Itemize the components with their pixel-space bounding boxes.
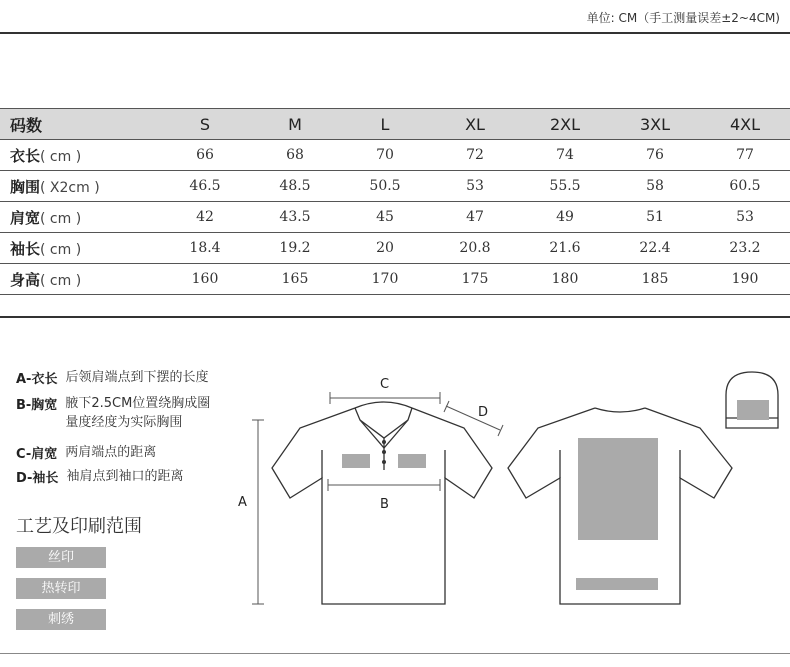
- button-dot: [382, 440, 386, 444]
- table-cell: 175: [430, 264, 520, 295]
- row-label-cell: [0, 202, 160, 233]
- table-cell: 21.6: [520, 233, 610, 264]
- bottom-divider: [0, 653, 790, 654]
- button-dot: [382, 460, 386, 464]
- table-cell: 43.5: [250, 202, 340, 233]
- top-divider: [0, 32, 790, 34]
- table-cell: 22.4: [610, 233, 700, 264]
- measure-label-c: C: [380, 377, 390, 392]
- table-cell: 185: [610, 264, 700, 295]
- table-cell: 60.5: [700, 171, 790, 202]
- size-header: 2XL: [520, 109, 610, 140]
- table-cell: 180: [520, 264, 610, 295]
- row-label: 胸围: [10, 177, 41, 196]
- table-cell: 70: [340, 140, 430, 171]
- print-area-back-hem: [576, 578, 658, 590]
- row-label: 袖长: [10, 239, 41, 258]
- craft-silkscreen-button[interactable]: 丝印: [16, 547, 106, 568]
- table-cell: 55.5: [520, 171, 610, 202]
- table-cell: 47: [430, 202, 520, 233]
- table-cell: 49: [520, 202, 610, 233]
- table-cell: 74: [520, 140, 610, 171]
- size-header: L: [340, 109, 430, 140]
- print-area-back: [578, 438, 658, 540]
- row-unit: ( cm ): [40, 241, 82, 258]
- table-cell: 53: [430, 171, 520, 202]
- size-chart-table: [0, 108, 790, 295]
- table-cell: 45: [340, 202, 430, 233]
- legend-desc-line: 腋下2.5CM位置绕胸成圈: [65, 396, 211, 411]
- craft-title: 工艺及印刷范围: [16, 516, 142, 537]
- legend-key: D-袖长: [16, 471, 59, 486]
- row-label-cell: [0, 140, 160, 171]
- table-cell: 72: [430, 140, 520, 171]
- row-label-cell: [0, 264, 160, 295]
- table-row: [0, 171, 790, 202]
- print-area-chest-right: [398, 454, 426, 468]
- table-cell: 77: [700, 140, 790, 171]
- table-cell: 160: [160, 264, 250, 295]
- row-unit: ( cm ): [40, 272, 82, 289]
- print-area-cap: [737, 400, 769, 420]
- measure-label-a: A: [238, 495, 247, 510]
- table-cell: 48.5: [250, 171, 340, 202]
- row-label: 肩宽: [10, 208, 41, 227]
- shirt-diagram: [0, 320, 790, 650]
- measure-label-b: B: [380, 497, 389, 512]
- table-row: [0, 140, 790, 171]
- row-label-cell: [0, 171, 160, 202]
- measure-line-d: [446, 406, 500, 430]
- table-cell: 50.5: [340, 171, 430, 202]
- table-cell: 53: [700, 202, 790, 233]
- print-area-chest-left: [342, 454, 370, 468]
- table-cell: 68: [250, 140, 340, 171]
- size-header: 3XL: [610, 109, 700, 140]
- table-cell: 23.2: [700, 233, 790, 264]
- craft-embroidery-button[interactable]: 刺绣: [16, 609, 106, 630]
- table-row: [0, 233, 790, 264]
- size-header: S: [160, 109, 250, 140]
- corner-cell: 码数: [0, 109, 160, 140]
- table-row: [0, 202, 790, 233]
- row-unit: ( X2cm ): [40, 179, 100, 196]
- table-row: [0, 264, 790, 295]
- table-cell: 58: [610, 171, 700, 202]
- legend-desc: 后领肩端点到下摆的长度: [65, 370, 209, 385]
- craft-heat-transfer-button[interactable]: 热转印: [16, 578, 106, 599]
- unit-note: 单位: CM（手工测量误差±2~4CM): [586, 11, 780, 25]
- table-header-row: [0, 109, 790, 140]
- table-cell: 76: [610, 140, 700, 171]
- size-header: 4XL: [700, 109, 790, 140]
- row-unit: ( cm ): [40, 148, 82, 165]
- table-cell: 66: [160, 140, 250, 171]
- table-cell: 170: [340, 264, 430, 295]
- middle-divider: [0, 316, 790, 318]
- table-cell: 42: [160, 202, 250, 233]
- row-label: 身高: [10, 270, 41, 289]
- row-label: 衣长: [10, 146, 41, 165]
- legend-desc: 袖肩点到袖口的距离: [66, 469, 184, 484]
- legend-desc: 两肩端点的距离: [65, 445, 157, 460]
- button-dot: [382, 450, 386, 454]
- row-unit: ( cm ): [40, 210, 82, 227]
- table-cell: 19.2: [250, 233, 340, 264]
- table-cell: 165: [250, 264, 340, 295]
- measure-label-d: D: [478, 405, 489, 420]
- legend-key: B-胸宽: [16, 398, 58, 413]
- size-header: XL: [430, 109, 520, 140]
- row-label-cell: [0, 233, 160, 264]
- table-cell: 190: [700, 264, 790, 295]
- legend-desc-line: 量度经度为实际胸围: [65, 415, 183, 430]
- size-header: M: [250, 109, 340, 140]
- table-cell: 46.5: [160, 171, 250, 202]
- table-cell: 51: [610, 202, 700, 233]
- table-cell: 20.8: [430, 233, 520, 264]
- legend-key: A-衣长: [16, 372, 58, 387]
- table-cell: 18.4: [160, 233, 250, 264]
- legend-key: C-肩宽: [16, 447, 58, 462]
- table-cell: 20: [340, 233, 430, 264]
